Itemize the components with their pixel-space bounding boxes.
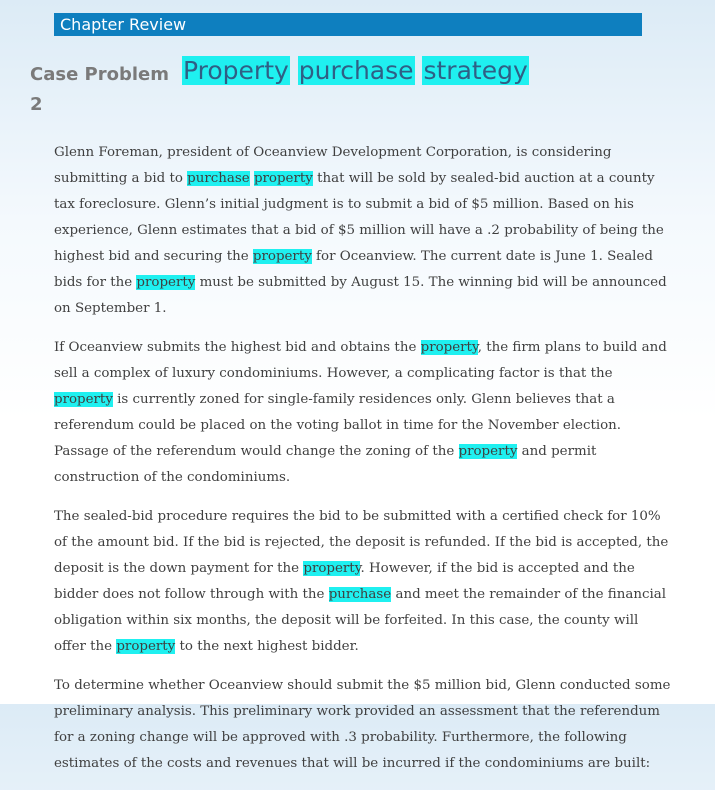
text-segment: that will be sold by sealed-bid auction at a county tax foreclosure. Glenn’s initial judgment is to submit a bid of $5 million. Based on his experience, Glenn estimates that a bid of $5 million will have a .2 probability of being the highest bid and securing the	[54, 171, 664, 264]
text-segment: and meet the remainder of the financial obligation within six months, the deposit will be forfeited. In this case, the county will offer the	[54, 587, 667, 654]
text-segment: for Oceanview. The current date is June 1. Sealed bids for the	[54, 249, 653, 290]
highlighted-term: property	[116, 639, 176, 654]
text-segment: is currently zoned for single-family residences only. Glenn believes that a referendum could be placed on the voting ballot in time for the November election. Passage of the referendum would change the zoning of the	[54, 392, 622, 459]
title-word-3: strategy	[423, 56, 528, 85]
highlighted-term: property	[303, 561, 361, 576]
text-segment: . However, if the bid is accepted and the bidder does not follow through with the	[54, 561, 635, 602]
case-problem-label	[30, 60, 170, 120]
case-body-text	[54, 140, 672, 790]
text-segment: The sealed-bid procedure requires the bid to be submitted with a certified check for 10% of the amount bid. If the bid is rejected, the deposit is refunded. If the bid is accepted, the deposit is the down payment for the	[54, 509, 669, 576]
paragraph-1	[54, 140, 672, 322]
highlighted-term: property	[136, 275, 196, 290]
chapter-review-label: Chapter Review	[60, 15, 187, 34]
paragraph-2	[54, 335, 672, 491]
highlighted-term: property	[252, 249, 312, 264]
text-segment: to the next highest bidder.	[175, 639, 359, 654]
title-word-2: purchase	[298, 56, 414, 85]
paragraph-3	[54, 504, 672, 660]
text-segment: , the firm plans to build and sell a complex of luxury condominiums. However, a complicating factor is that the	[54, 340, 667, 381]
highlighted-term: property	[420, 340, 478, 355]
highlighted-term: property	[253, 171, 313, 186]
paragraph-4	[54, 673, 672, 777]
text-segment: If Oceanview submits the highest bid and obtains the	[54, 340, 421, 355]
text-segment: Glenn Foreman, president of Oceanview Development Corporation, is considering submitting a bid to	[54, 145, 612, 186]
highlighted-term: purchase	[328, 587, 392, 602]
text-segment: must be submitted by August 15. The winning bid will be announced on September 1.	[54, 275, 667, 316]
title-word-1: Property	[183, 56, 289, 85]
highlighted-term: purchase	[187, 171, 250, 186]
case-problem-number: 2	[30, 94, 43, 115]
highlighted-term: property	[54, 392, 113, 407]
highlighted-term: property	[458, 444, 518, 459]
case-title	[182, 55, 529, 87]
case-problem-text: Case Problem	[30, 64, 169, 85]
chapter-review-banner	[54, 13, 642, 36]
text-segment: and permit construction of the condominiums.	[54, 444, 597, 485]
text-segment: To determine whether Oceanview should submit the $5 million bid, Glenn conducted some preliminary analysis. This preliminary work provided an assessment that the referendum for a zoning change will be approved with .3 probability. Furthermore, the following estimates of the costs and revenues that will be incurred if the condominiums are built:	[54, 678, 671, 771]
